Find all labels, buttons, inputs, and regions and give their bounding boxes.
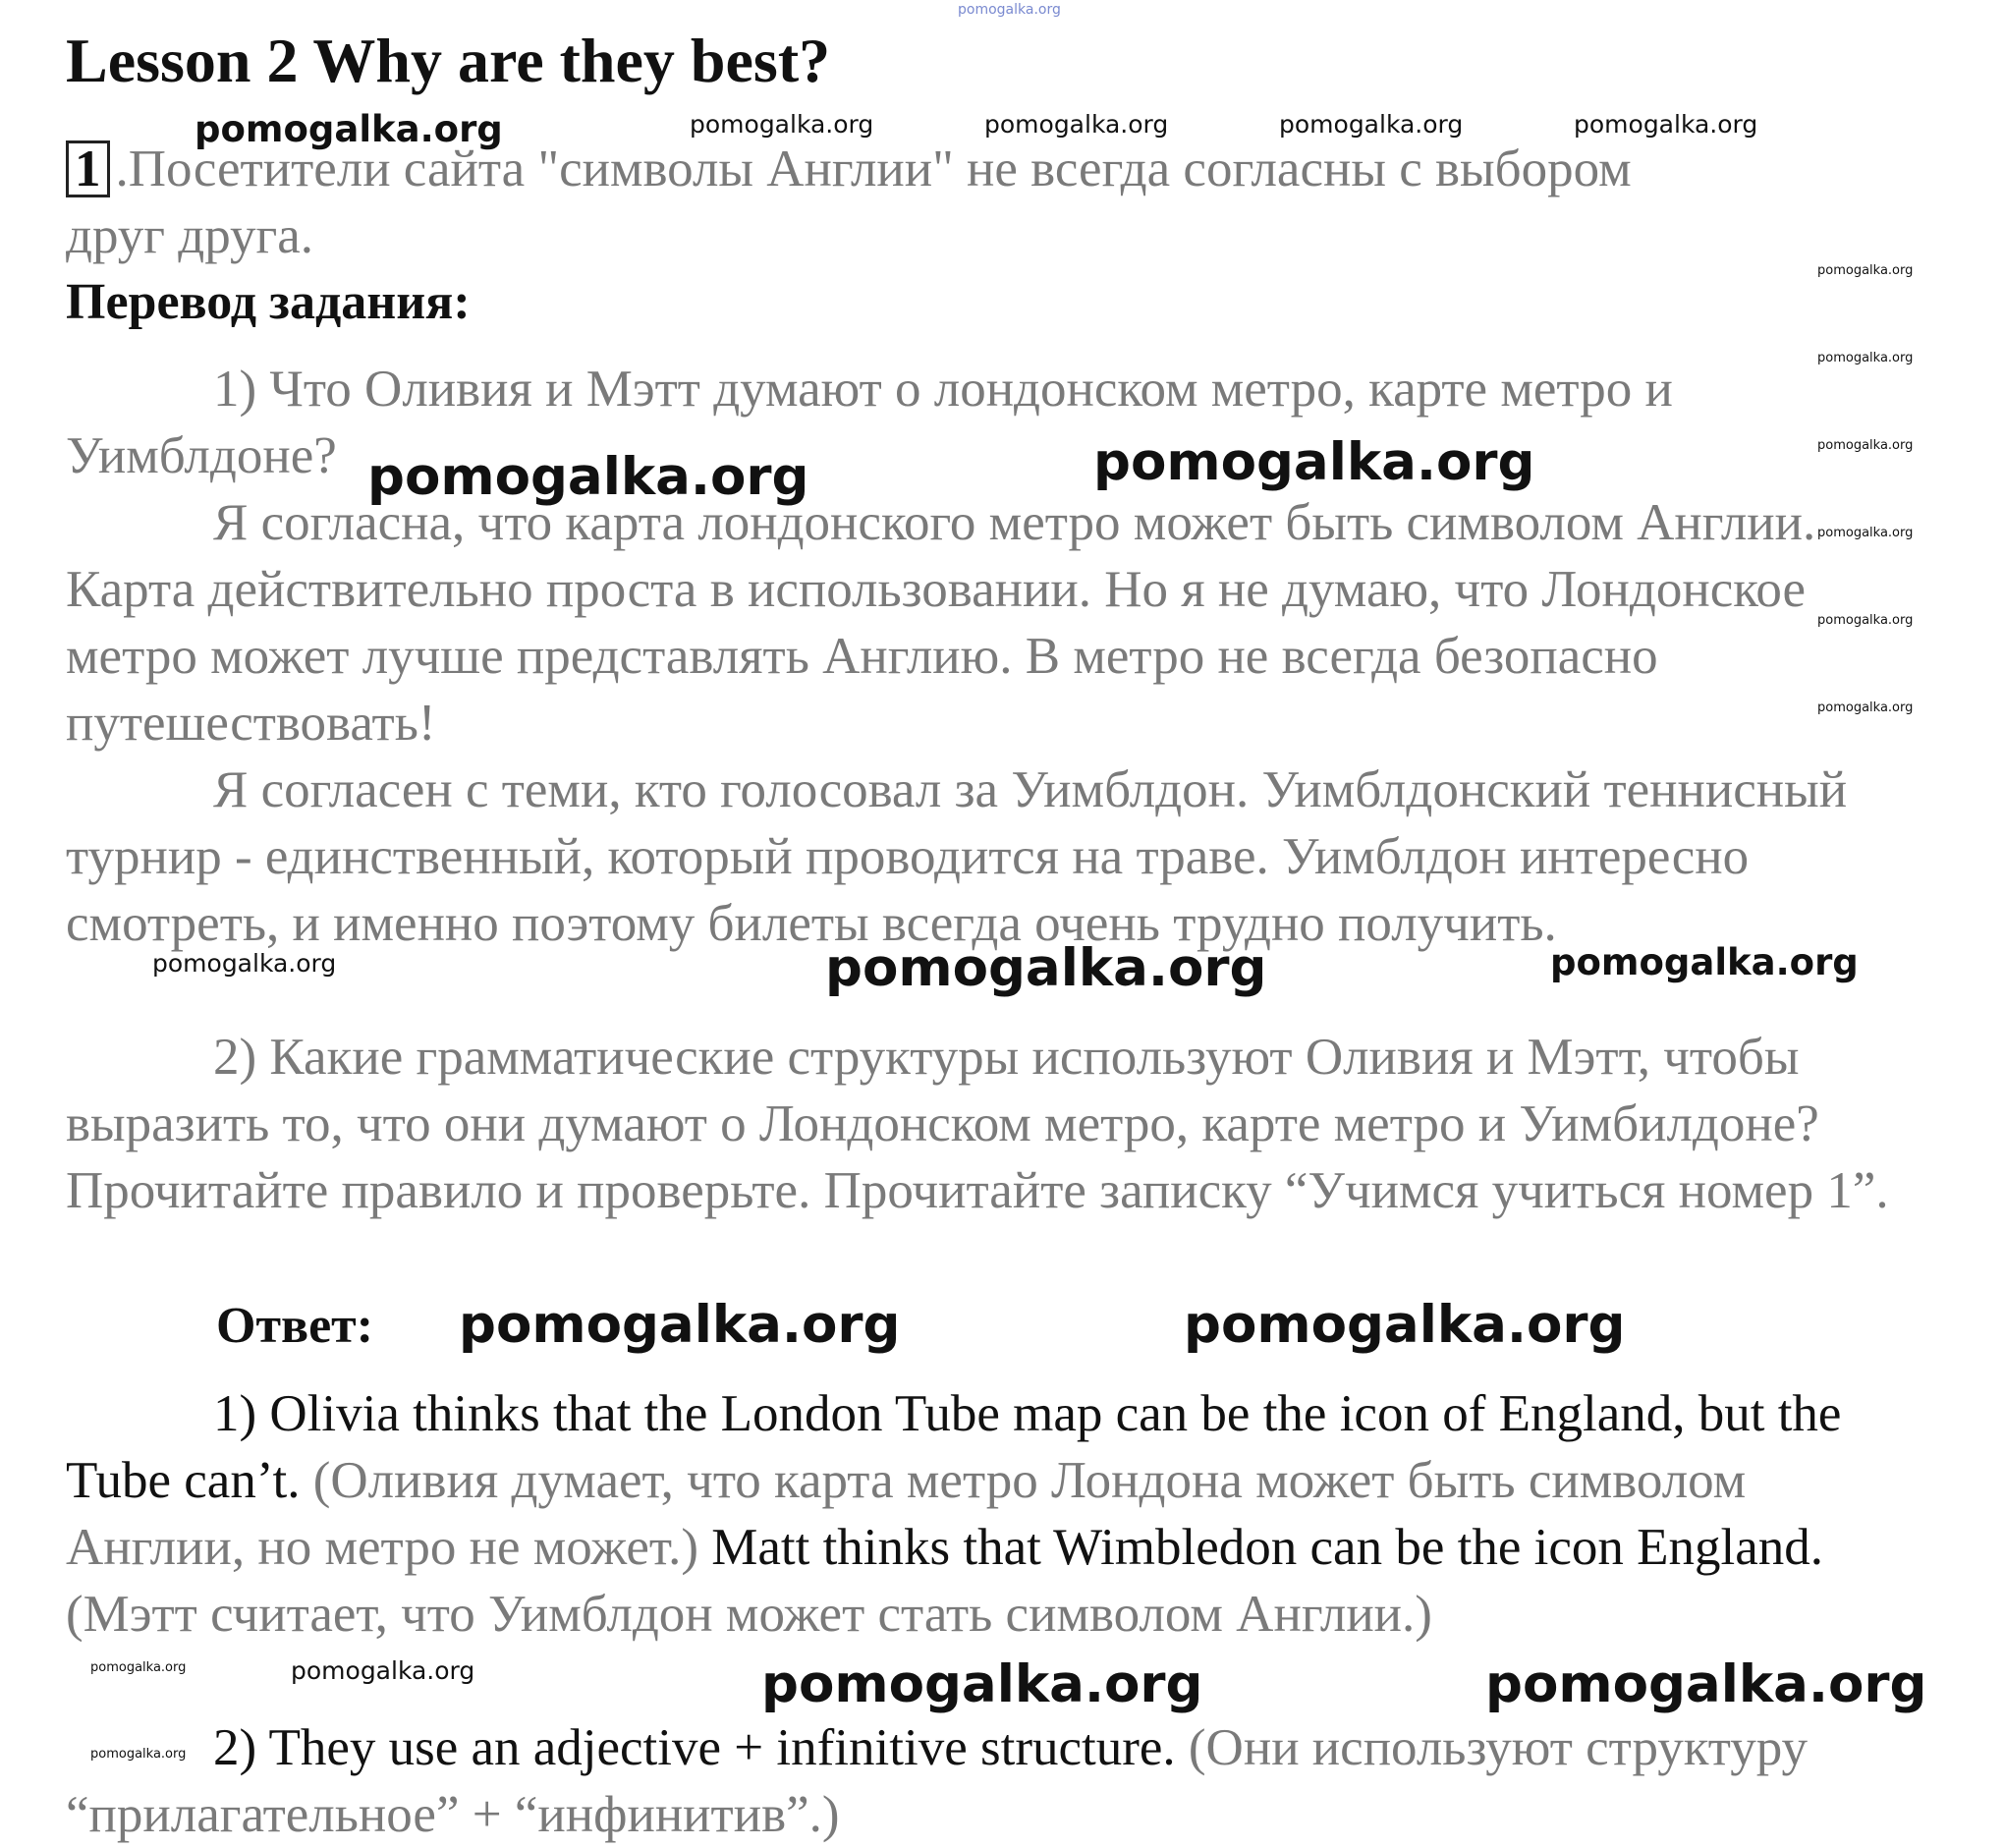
translation-question-2: 2) Какие грамматические структуры используют Оливия и Мэтт, чтобы выразить то, что они думают о Лондонском метро, карте метро и Уимбилдоне? Прочитайте правило и проверьте. Прочитайте записку “Учимся учиться номер 1”. [66,1029,1889,1219]
translation-question-1: 1) Что Оливия и Мэтт думают о лондонском метро, карте метро и Уимблдоне? [66,361,1673,484]
answer-2-russian: (Они используют структуру “прилагательное” + “инфинитив”.) [66,1719,1809,1843]
answer-1-english-part2: Matt thinks that Wimbledon can be the icon England. [697,1519,1823,1576]
answer-1-russian-part1: (Оливия думает, что карта метро Лондона может быть символом Англии, но метро не может.) [66,1452,1747,1576]
lesson-title: Lesson 2 Why are they best? [66,26,831,95]
translation-heading: Перевод задания: [66,274,471,330]
answer-heading: Ответ: [216,1298,374,1354]
task-1-text [66,136,1932,269]
translation-paragraph-1: Я согласна, что карта лондонского метро может быть символом Англии. Карта действительно проста в использовании. Но я не думаю, что Лондонское метро может лучше представлять Англию. В метро не всегда безопасно путешествовать! [66,494,1816,752]
watermark: pomogalka.org [1574,110,1758,139]
watermark: pomogalka.org [1817,700,1914,715]
watermark: pomogalka.org [1817,263,1914,278]
watermark: pomogalka.org [1093,432,1535,492]
watermark: pomogalka.org [90,1747,187,1762]
watermark: pomogalka.org [1817,351,1914,365]
watermark: pomogalka.org [690,110,874,139]
watermark: pomogalka.org [984,110,1169,139]
answer-2 [66,1714,1932,1848]
task-number-suffix: . [115,140,129,197]
watermark: pomogalka.org [459,1295,901,1355]
task-number-box [66,140,110,197]
task-text-line1: Посетители сайта "символы Англии" не всегда согласны с выбором [128,140,1632,197]
watermark: pomogalka.org [1817,526,1914,540]
task-number: 1 [75,140,101,197]
answer-1 [66,1380,1932,1648]
watermark: pomogalka.org [1485,1654,1927,1714]
watermark: pomogalka.org [1817,438,1914,453]
watermark: pomogalka.org [825,938,1267,998]
answer-1-russian-part2: (Мэтт считает, что Уимблдон может стать символом Англии.) [66,1586,1432,1643]
watermark: pomogalka.org [90,1660,187,1675]
watermark: pomogalka.org [1184,1295,1626,1355]
watermark: pomogalka.org [291,1656,475,1685]
translation-paragraph-2: Я согласен с теми, кто голосовал за Уимблдон. Уимблдонский теннисный турнир - единственный, который проводится на траве. Уимблдон интересно смотреть, и именно поэтому билеты всегда очень трудно получить. [66,761,1848,952]
watermark: pomogalka.org [1279,110,1464,139]
watermark: pomogalka.org [1550,941,1859,983]
watermark: pomogalka.org [367,447,809,507]
answer-1-english-part1: 1) Olivia thinks that the London Tube map can be the icon of England, but the Tube can’t. [66,1385,1842,1509]
watermark: pomogalka.org [152,949,337,978]
watermark: pomogalka.org [1817,613,1914,628]
watermark: pomogalka.org [761,1654,1203,1714]
answer-2-english: 2) They use an adjective + infinitive structure. [213,1719,1176,1776]
watermark: pomogalka.org [958,2,1061,18]
task-text-line2: друг друга. [66,207,314,264]
watermark: pomogalka.org [195,108,503,150]
